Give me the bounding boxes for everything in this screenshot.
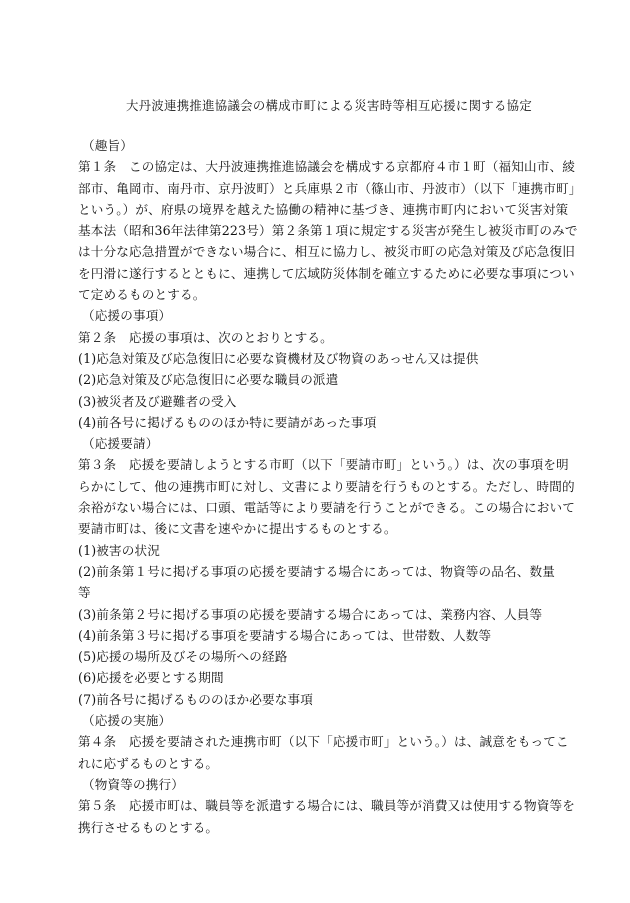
article-heading: （趣旨）	[82, 138, 133, 153]
list-item: (1)被害の状況	[78, 542, 161, 558]
document-title: 大丹波連携推進協議会の構成市町による災害時等相互応援に関する協定	[125, 98, 533, 113]
article-heading: （応援の事項）	[82, 308, 172, 324]
article-text: という。）が、府県の境界を越えた協働の精神に基づき、連携市町内において災害対策	[78, 201, 569, 217]
article-text: は十分な応急措置ができない場合に、相互に協力し、被災市町の応急対策及び応急復旧	[78, 244, 576, 260]
list-item: (3)前条第２号に掲げる事項の応援を要請する場合にあっては、業務内容、人員等	[78, 606, 543, 622]
list-item: (6)応援を必要とする期間	[78, 670, 224, 686]
article-text: 基本法（昭和36年法律第223号）第２条第１項に規定する災害が発生し被災市町のみで	[78, 223, 578, 239]
article-text: 第３条 応援を要請しようとする市町（以下「要請市町」という。）は、次の事項を明	[78, 457, 569, 473]
article-text: 第２条 応援の事項は、次のとおりとする。	[78, 329, 333, 345]
article-heading: （応援要請）	[82, 436, 159, 452]
list-item: (2)前条第１号に掲げる事項の応援を要請する場合にあっては、物資等の品名、数量	[78, 563, 555, 579]
article-text: 第４条 応援を要請された連携市町（以下「応援市町」という。）は、誠意をもってこ	[78, 734, 569, 750]
document-body	[78, 135, 580, 838]
article-text: 第１条 この協定は、大丹波連携推進協議会を構成する京都府４市１町（福知山市、綾	[78, 159, 576, 175]
article-heading: （物資等の携行）	[82, 776, 184, 792]
article-text: 携行させるものとする。	[78, 819, 219, 835]
article-text: を円滑に遂行するとともに、連携して広域防災体制を確立するために必要な事項につい	[78, 265, 575, 281]
article-heading: （応援の実施）	[82, 713, 172, 729]
article-text: 部市、亀岡市、南丹市、京丹波町）と兵庫県２市（篠山市、丹波市）（以下「連携市町」	[78, 180, 582, 196]
list-item: (2)応急対策及び応急復旧に必要な職員の派遣	[78, 372, 339, 388]
list-item: (4)前各号に掲げるもののほか特に要請があった事項	[78, 414, 377, 430]
article-text: らかにして、他の連携市町に対し、文書により要請を行うものとする。ただし、時間的	[78, 478, 575, 494]
list-item: (3)被災者及び避難者の受入	[78, 393, 237, 409]
list-item: (7)前各号に掲げるもののほか必要な事項	[78, 691, 313, 707]
article-text: 要請市町は、後に文書を速やかに提出するものとする。	[78, 521, 397, 537]
list-item: (5)応援の場所及びその場所への経路	[78, 649, 288, 665]
list-item: 等	[78, 585, 91, 601]
list-item: (1)応急対策及び応急復旧に必要な資機材及び物資のあっせん又は提供	[78, 350, 479, 366]
list-item: (4)前条第３号に掲げる事項を要請する場合にあっては、世帯数、人数等	[78, 627, 492, 643]
article-text: 第５条 応援市町は、職員等を派遣する場合には、職員等が消費又は使用する物資等を	[78, 798, 576, 814]
article-text: て定めるものとする。	[78, 287, 206, 303]
article-text: 余裕がない場合には、口頭、電話等により要請を行うことができる。この場合において	[78, 500, 576, 516]
article-text: れに応ずるものとする。	[78, 755, 219, 771]
